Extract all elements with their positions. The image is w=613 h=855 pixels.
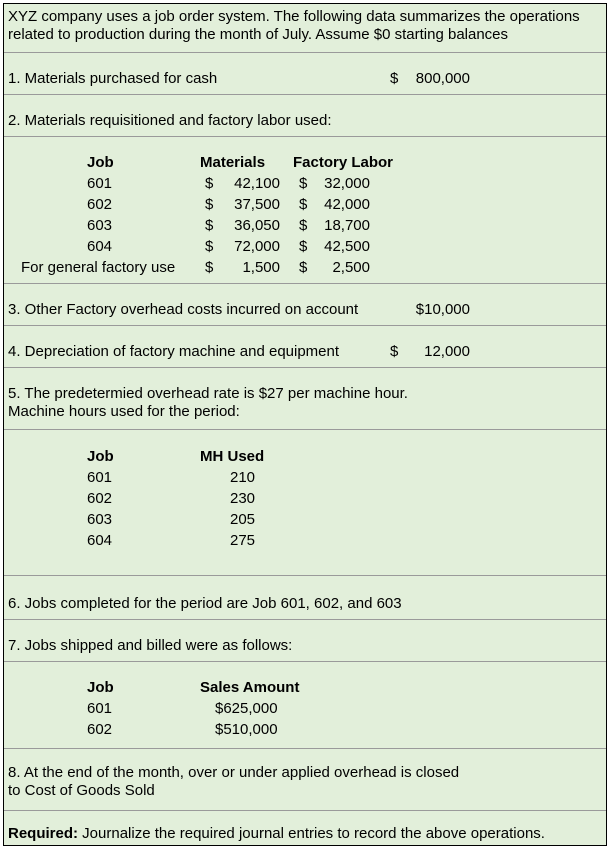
labor-amount: 32,000: [324, 175, 370, 192]
materials-amount: 42,100: [234, 175, 280, 192]
job-cell: 602: [87, 721, 113, 738]
job-cell: 604: [87, 532, 113, 549]
divider: [4, 619, 606, 620]
labor-amount: 42,500: [324, 238, 370, 255]
intro-paragraph: [8, 8, 580, 44]
mh-cell: 275: [230, 532, 256, 549]
col-header-sales-amount: Sales Amount: [200, 679, 300, 696]
divider: [4, 810, 606, 811]
materials-amount: 72,000: [234, 238, 280, 255]
labor-currency: $: [299, 196, 308, 213]
labor-currency: $: [299, 217, 308, 234]
col-header-materials: Materials: [200, 154, 266, 171]
item3-label: 3. Other Factory overhead costs incurred on account: [8, 301, 359, 318]
divider: [4, 94, 606, 95]
job-cell: 601: [87, 700, 113, 717]
materials-amount: 36,050: [234, 217, 280, 234]
item4-currency: $: [390, 343, 399, 360]
materials-currency: $: [205, 259, 214, 276]
job-cell: For general factory use: [21, 259, 176, 276]
intro-line-2: related to production during the month of July. Assume $0 starting balances: [8, 26, 509, 43]
materials-currency: $: [205, 175, 214, 192]
item8-line-2: to Cost of Goods Sold: [8, 782, 155, 799]
item4-amount: 12,000: [424, 343, 470, 360]
col-header-job: Job: [87, 154, 114, 171]
divider: [4, 367, 606, 368]
item8-line-1: 8. At the end of the month, over or under applied overhead is closed: [8, 764, 460, 781]
materials-currency: $: [205, 217, 214, 234]
problem-sheet: [3, 3, 607, 846]
col-header-mh-used: MH Used: [200, 448, 265, 465]
job-cell: 604: [87, 238, 113, 255]
item7-label: 7. Jobs shipped and billed were as follows:: [8, 637, 293, 654]
required-text: Journalize the required journal entries to record the above operations.: [78, 825, 545, 842]
item1-amount: 800,000: [415, 70, 470, 87]
labor-currency: $: [299, 238, 308, 255]
job-cell: 602: [87, 490, 113, 507]
intro-line-1: XYZ company uses a job order system. The following data summarizes the operations: [8, 8, 580, 25]
col-header-factory-labor: Factory Labor: [293, 154, 394, 171]
mh-cell: 205: [230, 511, 256, 528]
item5-paragraph: [8, 385, 408, 421]
materials-amount: 1,500: [242, 259, 280, 276]
divider: [4, 136, 606, 137]
labor-amount: 42,000: [324, 196, 370, 213]
mh-cell: 230: [230, 490, 256, 507]
job-cell: 601: [87, 469, 113, 486]
sales-cell: $625,000: [215, 700, 278, 717]
labor-currency: $: [299, 175, 308, 192]
item2-label: 2. Materials requisitioned and factory labor used:: [8, 112, 332, 129]
divider: [4, 575, 606, 576]
job-cell: 603: [87, 511, 113, 528]
item1-label: 1. Materials purchased for cash: [8, 70, 218, 87]
item5-line-1: 5. The predetermied overhead rate is $27 per machine hour.: [8, 385, 408, 402]
sales-cell: $510,000: [215, 721, 278, 738]
job-cell: 603: [87, 217, 113, 234]
materials-currency: $: [205, 196, 214, 213]
divider: [4, 429, 606, 430]
divider: [4, 748, 606, 749]
labor-amount: 2,500: [332, 259, 370, 276]
required-label: Required:: [8, 825, 79, 842]
divider: [4, 661, 606, 662]
labor-amount: 18,700: [324, 217, 370, 234]
col-header-job: Job: [87, 448, 114, 465]
required-instruction: [8, 825, 545, 843]
divider: [4, 52, 606, 53]
job-cell: 602: [87, 196, 113, 213]
col-header-job: Job: [87, 679, 114, 696]
divider: [4, 283, 606, 284]
item6-label: 6. Jobs completed for the period are Job 601, 602, and 603: [8, 595, 402, 612]
item1-currency: $: [390, 70, 399, 87]
labor-currency: $: [299, 259, 308, 276]
job-cell: 601: [87, 175, 113, 192]
mh-cell: 210: [230, 469, 256, 486]
item8-paragraph: [8, 764, 459, 800]
item3-amount: $10,000: [415, 301, 470, 318]
item4-label: 4. Depreciation of factory machine and equipment: [8, 343, 340, 360]
materials-currency: $: [205, 238, 214, 255]
materials-amount: 37,500: [234, 196, 280, 213]
item5-line-2: Machine hours used for the period:: [8, 403, 240, 420]
divider: [4, 325, 606, 326]
